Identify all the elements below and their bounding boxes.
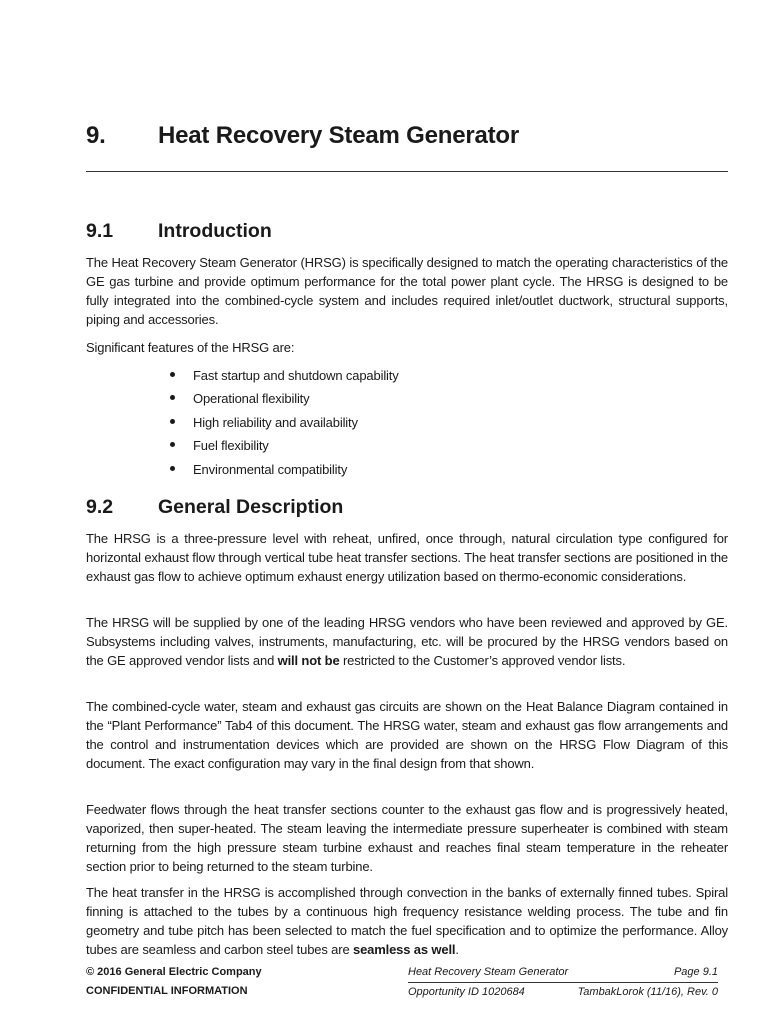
- revision-text: TambakLorok (11/16), Rev. 0: [577, 986, 718, 998]
- section-title: General Description: [158, 496, 344, 518]
- bullet-icon: [170, 466, 175, 471]
- bullet-icon: [170, 395, 175, 400]
- section-heading-general-description: [86, 496, 343, 519]
- features-list: [170, 366, 399, 483]
- copyright-text: © 2016 General Electric Company: [86, 966, 262, 978]
- chapter-title: Heat Recovery Steam Generator: [158, 122, 520, 149]
- description-paragraph-5: The heat transfer in the HRSG is accomplished through convection in the banks of externally finned tubes. Spiral finning is attached to the tubes by a continuous high frequency resistance welding process. The tube and fin geometry and tube pitch has been selected to match the fuel specification and to optimize the performance. Alloy tubes are seamless and carbon steel tubes are seamless as well.: [86, 885, 728, 957]
- bullet-icon: [170, 442, 175, 447]
- bullet-icon: [170, 372, 175, 377]
- emphasis-text: seamless as well: [352, 942, 456, 957]
- description-paragraph-3: The combined-cycle water, steam and exhaust gas circuits are shown on the Heat Balance Diagram contained in the “Plant Performance” Tab4 of this document. The HRSG water, steam and exhaust gas flow arrangements and the control and instrumentation devices which are provided are shown on the HRSG Flow Diagram of this document. The exact configuration may vary in the final design from that shown.: [86, 699, 728, 771]
- opportunity-id: Opportunity ID 1020684: [408, 986, 525, 998]
- section-heading-introduction: [86, 220, 272, 243]
- list-item: High reliability and availability: [170, 413, 399, 436]
- heading-divider: [86, 171, 728, 172]
- chapter-heading: [86, 122, 728, 150]
- emphasis-text: will not be: [277, 653, 340, 668]
- section-number: 9.2: [86, 496, 114, 518]
- description-paragraph-1: The HRSG is a three-pressure level with reheat, unfired, once through, natural circulation type configured for horizontal exhaust flow through vertical tube heat transfer sections. The heat transfer sections are positioned in the exhaust gas flow to achieve optimum exhaust energy utilization based on thermo-economic considerations.: [86, 531, 728, 584]
- footer-left: [86, 963, 262, 1001]
- section-title: Introduction: [158, 220, 272, 242]
- footer-right: [408, 963, 718, 1002]
- list-item: Fast startup and shutdown capability: [170, 366, 399, 389]
- footer-row: [408, 963, 718, 983]
- bullet-icon: [170, 419, 175, 424]
- confidential-text: CONFIDENTIAL INFORMATION: [86, 985, 248, 997]
- list-item: Operational flexibility: [170, 389, 399, 412]
- intro-paragraph: The Heat Recovery Steam Generator (HRSG) is specifically designed to match the operating characteristics of the GE gas turbine and provide optimum performance for the total power plant cycle. The HRSG is designed to be fully integrated into the combined-cycle system and includes required inlet/outlet ductwork, structural supports, piping and accessories.: [86, 255, 728, 327]
- section-number: 9.1: [86, 220, 114, 242]
- page-footer: [86, 963, 728, 1003]
- list-item: Environmental compatibility: [170, 460, 399, 483]
- footer-row: [408, 983, 718, 1002]
- footer-doc-title: Heat Recovery Steam Generator: [408, 966, 569, 978]
- chapter-number: 9.: [86, 122, 106, 149]
- page-number: Page 9.1: [673, 966, 718, 978]
- description-paragraph-2: The HRSG will be supplied by one of the leading HRSG vendors who have been reviewed and approved by GE. Subsystems including valves, instruments, manufacturing, etc. will be procured by the HRSG vendors based on the GE approved vendor lists and will not be restricted to the Customer’s approved vendor lists.: [86, 615, 728, 668]
- description-paragraph-4: Feedwater flows through the heat transfer sections counter to the exhaust gas flow and is progressively heated, vaporized, then super-heated. The steam leaving the intermediate pressure superheater is combined with steam returning from the high pressure steam turbine exhaust and reaches final steam temperature in the reheater section prior to being returned to the steam turbine.: [86, 802, 728, 874]
- list-item: Fuel flexibility: [170, 436, 399, 459]
- features-intro: Significant features of the HRSG are:: [86, 340, 295, 355]
